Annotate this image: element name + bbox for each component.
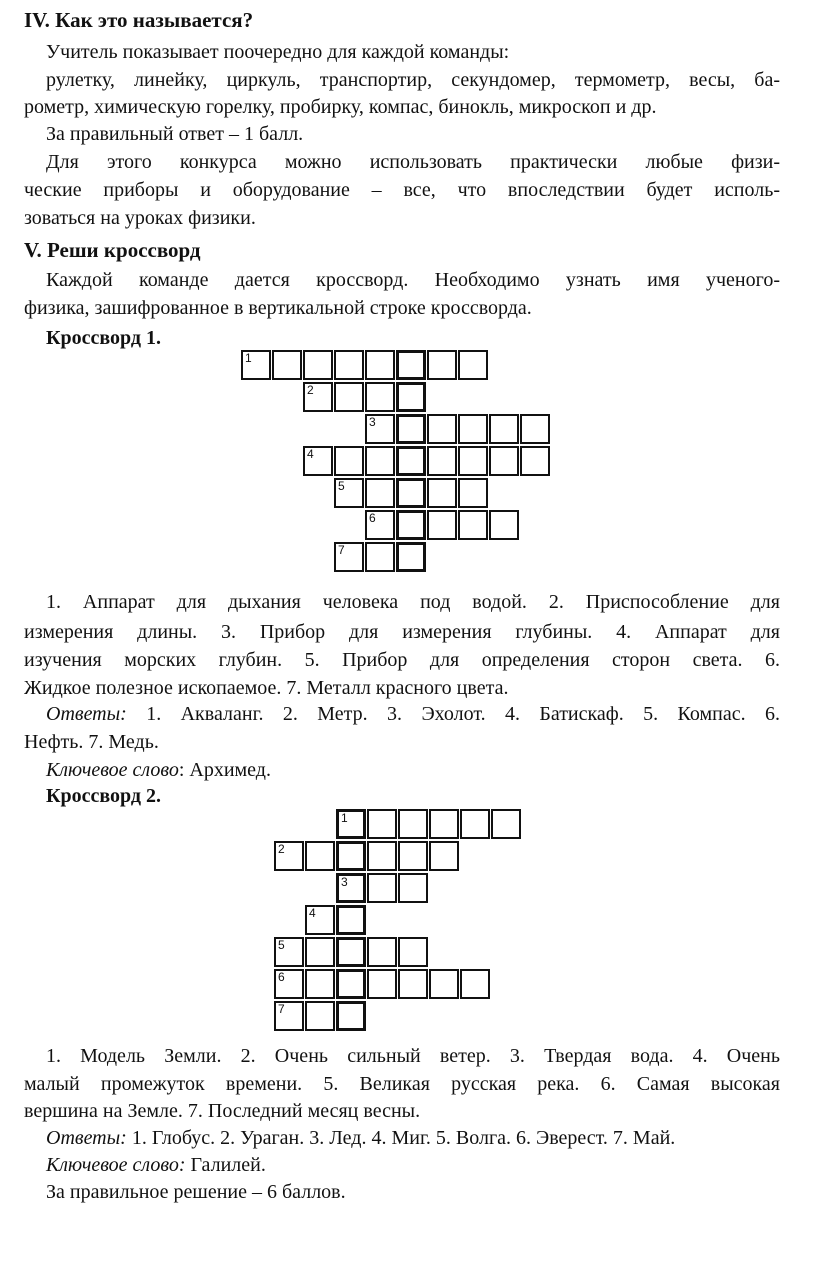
crossword-1-answers-label: Ответы: bbox=[46, 703, 127, 725]
crossword-2-keyword-label: Ключевое слово: bbox=[46, 1154, 186, 1176]
crossword-2-cell[interactable] bbox=[336, 809, 366, 839]
crossword-2-cell[interactable] bbox=[274, 841, 304, 871]
crossword-1-cell[interactable] bbox=[427, 478, 457, 508]
crossword-1-keyword-label: Ключевое слово bbox=[46, 759, 179, 781]
crossword-2-cell[interactable] bbox=[336, 873, 366, 903]
section-4-score: За правильный ответ – 1 балл. bbox=[46, 123, 304, 145]
crossword-2-clue-number: 7 bbox=[278, 1002, 285, 1016]
crossword-1-cell[interactable] bbox=[396, 478, 426, 508]
crossword-2-cell[interactable] bbox=[460, 809, 490, 839]
crossword-1-cell[interactable] bbox=[520, 446, 550, 476]
crossword-1-answers-line-2: Нефть. 7. Медь. bbox=[24, 731, 159, 753]
crossword-2-cell[interactable] bbox=[429, 969, 459, 999]
section-4-note-line-2: ческие приборы и оборудование – все, что впоследствии будет исполь- bbox=[24, 179, 780, 201]
crossword-1-cell[interactable] bbox=[489, 446, 519, 476]
crossword-2-keyword bbox=[46, 1151, 266, 1179]
crossword-2-clues-line-2: малый промежуток времени. 5. Великая русская река. 6. Самая высокая bbox=[24, 1073, 780, 1095]
crossword-1-cell[interactable] bbox=[458, 446, 488, 476]
crossword-1-title: Кроссворд 1. bbox=[46, 327, 162, 349]
crossword-2-cell[interactable] bbox=[336, 969, 366, 999]
crossword-2-answers bbox=[46, 1124, 675, 1152]
crossword-1-cell[interactable] bbox=[272, 350, 302, 380]
crossword-1-clue-number: 5 bbox=[338, 479, 345, 493]
crossword-1-clue-number: 6 bbox=[369, 511, 376, 525]
crossword-1-clue-number: 4 bbox=[307, 447, 314, 461]
crossword-1-cell[interactable] bbox=[396, 382, 426, 412]
crossword-1-clues-line-1: 1. Аппарат для дыхания человека под водой. 2. Приспособление для bbox=[46, 591, 780, 613]
crossword-1-cell[interactable] bbox=[334, 478, 364, 508]
crossword-2-cell[interactable] bbox=[367, 809, 397, 839]
section-5-heading: V. Реши кроссворд bbox=[24, 238, 201, 262]
crossword-2-cell[interactable] bbox=[305, 905, 335, 935]
crossword-1-cell[interactable] bbox=[241, 350, 271, 380]
crossword-2-clue-number: 3 bbox=[341, 875, 348, 889]
crossword-2-answers-label: Ответы: bbox=[46, 1127, 127, 1149]
crossword-2-cell[interactable] bbox=[367, 937, 397, 967]
crossword-2-title: Кроссворд 2. bbox=[46, 785, 162, 807]
crossword-2-cell[interactable] bbox=[305, 1001, 335, 1031]
crossword-1-clue-number: 3 bbox=[369, 415, 376, 429]
crossword-2-cell[interactable] bbox=[398, 841, 428, 871]
crossword-2-cell[interactable] bbox=[274, 1001, 304, 1031]
crossword-2-cell[interactable] bbox=[367, 841, 397, 871]
section-5-intro-line-2: физика, зашифрованное в вертикальной строке кроссворда. bbox=[24, 297, 532, 319]
crossword-2-cell[interactable] bbox=[274, 969, 304, 999]
crossword-2-score: За правильное решение – 6 баллов. bbox=[46, 1181, 346, 1203]
crossword-1-cell[interactable] bbox=[458, 414, 488, 444]
crossword-2-cell[interactable] bbox=[336, 937, 366, 967]
crossword-1-cell[interactable] bbox=[458, 510, 488, 540]
crossword-1-cell[interactable] bbox=[365, 382, 395, 412]
crossword-1-cell[interactable] bbox=[458, 350, 488, 380]
crossword-2-cell[interactable] bbox=[491, 809, 521, 839]
crossword-2-cell[interactable] bbox=[398, 969, 428, 999]
crossword-2-cell[interactable] bbox=[305, 969, 335, 999]
crossword-1-cell[interactable] bbox=[303, 446, 333, 476]
section-4-intro: Учитель показывает поочередно для каждой команды: bbox=[46, 41, 510, 63]
crossword-2-keyword-value: Галилей. bbox=[185, 1154, 266, 1176]
crossword-2-cell[interactable] bbox=[367, 873, 397, 903]
crossword-1-cell[interactable] bbox=[396, 510, 426, 540]
crossword-1-clues-line-4: Жидкое полезное ископаемое. 7. Металл красного цвета. bbox=[24, 677, 509, 699]
crossword-1-cell[interactable] bbox=[365, 446, 395, 476]
crossword-1-cell[interactable] bbox=[303, 382, 333, 412]
crossword-1-cell[interactable] bbox=[458, 478, 488, 508]
section-4-list-line-1: рулетку, линейку, циркуль, транспортир, секундомер, термометр, весы, ба- bbox=[46, 69, 780, 91]
crossword-1-cell[interactable] bbox=[334, 542, 364, 572]
crossword-2-cell[interactable] bbox=[336, 1001, 366, 1031]
crossword-1-cell[interactable] bbox=[427, 350, 457, 380]
crossword-1-cell[interactable] bbox=[365, 510, 395, 540]
crossword-2-clue-number: 5 bbox=[278, 938, 285, 952]
crossword-2-cell[interactable] bbox=[429, 841, 459, 871]
crossword-1-answers-line-1 bbox=[46, 700, 780, 728]
crossword-1-cell[interactable] bbox=[396, 350, 426, 380]
crossword-2-clue-number: 1 bbox=[341, 811, 348, 825]
crossword-2-cell[interactable] bbox=[460, 969, 490, 999]
crossword-1-cell[interactable] bbox=[427, 510, 457, 540]
section-4-heading: IV. Как это называется? bbox=[24, 8, 254, 32]
crossword-1-keyword-value: : Архимед. bbox=[178, 759, 271, 781]
crossword-1-clues-line-3: изучения морских глубин. 5. Прибор для определения сторон света. 6. bbox=[24, 649, 780, 671]
crossword-2-clues-line-1: 1. Модель Земли. 2. Очень сильный ветер. 3. Твердая вода. 4. Очень bbox=[46, 1045, 780, 1067]
crossword-2-answers-text: 1. Глобус. 2. Ураган. 3. Лед. 4. Миг. 5. Волга. 6. Эверест. 7. Май. bbox=[126, 1127, 676, 1149]
crossword-2-clues-line-3: вершина на Земле. 7. Последний месяц весны. bbox=[24, 1100, 421, 1122]
crossword-2-cell[interactable] bbox=[398, 873, 428, 903]
crossword-2-cell[interactable] bbox=[367, 969, 397, 999]
crossword-1-cell[interactable] bbox=[489, 414, 519, 444]
crossword-1-keyword bbox=[46, 756, 271, 784]
section-4-list-line-2: рометр, химическую горелку, пробирку, компас, бинокль, микроскоп и др. bbox=[24, 96, 657, 118]
crossword-1-cell[interactable] bbox=[489, 510, 519, 540]
crossword-1-clue-number: 7 bbox=[338, 543, 345, 557]
crossword-2-cell[interactable] bbox=[398, 809, 428, 839]
crossword-1-cell[interactable] bbox=[365, 414, 395, 444]
section-4-note-line-1: Для этого конкурса можно использовать практически любые физи- bbox=[46, 151, 780, 173]
crossword-1-cell[interactable] bbox=[396, 446, 426, 476]
crossword-1-cell[interactable] bbox=[520, 414, 550, 444]
crossword-2-cell[interactable] bbox=[336, 841, 366, 871]
crossword-1-answers: 1. Акваланг. 2. Метр. 3. Эхолот. 4. Батискаф. 5. Компас. 6. bbox=[126, 703, 780, 725]
crossword-2-clue-number: 4 bbox=[309, 906, 316, 920]
crossword-2-clue-number: 6 bbox=[278, 970, 285, 984]
crossword-1-cell[interactable] bbox=[365, 350, 395, 380]
section-5-intro-line-1: Каждой команде дается кроссворд. Необходимо узнать имя ученого- bbox=[46, 269, 780, 291]
crossword-1-cell[interactable] bbox=[334, 350, 364, 380]
crossword-1-cell[interactable] bbox=[365, 542, 395, 572]
crossword-1-clue-number: 2 bbox=[307, 383, 314, 397]
crossword-1-cell[interactable] bbox=[303, 350, 333, 380]
crossword-2-cell[interactable] bbox=[336, 905, 366, 935]
crossword-1-cell[interactable] bbox=[365, 478, 395, 508]
crossword-1-cell[interactable] bbox=[427, 446, 457, 476]
crossword-1-clues-line-2: измерения длины. 3. Прибор для измерения глубины. 4. Аппарат для bbox=[24, 621, 780, 643]
crossword-1-cell[interactable] bbox=[334, 382, 364, 412]
section-4-note-line-3: зоваться на уроках физики. bbox=[24, 207, 256, 229]
crossword-2-cell[interactable] bbox=[398, 937, 428, 967]
crossword-1-cell[interactable] bbox=[427, 414, 457, 444]
crossword-1-clue-number: 1 bbox=[245, 351, 252, 365]
crossword-2-cell[interactable] bbox=[305, 841, 335, 871]
crossword-1-cell[interactable] bbox=[396, 542, 426, 572]
crossword-2-clue-number: 2 bbox=[278, 842, 285, 856]
crossword-2-cell[interactable] bbox=[305, 937, 335, 967]
crossword-1-cell[interactable] bbox=[396, 414, 426, 444]
crossword-1-cell[interactable] bbox=[334, 446, 364, 476]
crossword-2-cell[interactable] bbox=[429, 809, 459, 839]
crossword-2-cell[interactable] bbox=[274, 937, 304, 967]
